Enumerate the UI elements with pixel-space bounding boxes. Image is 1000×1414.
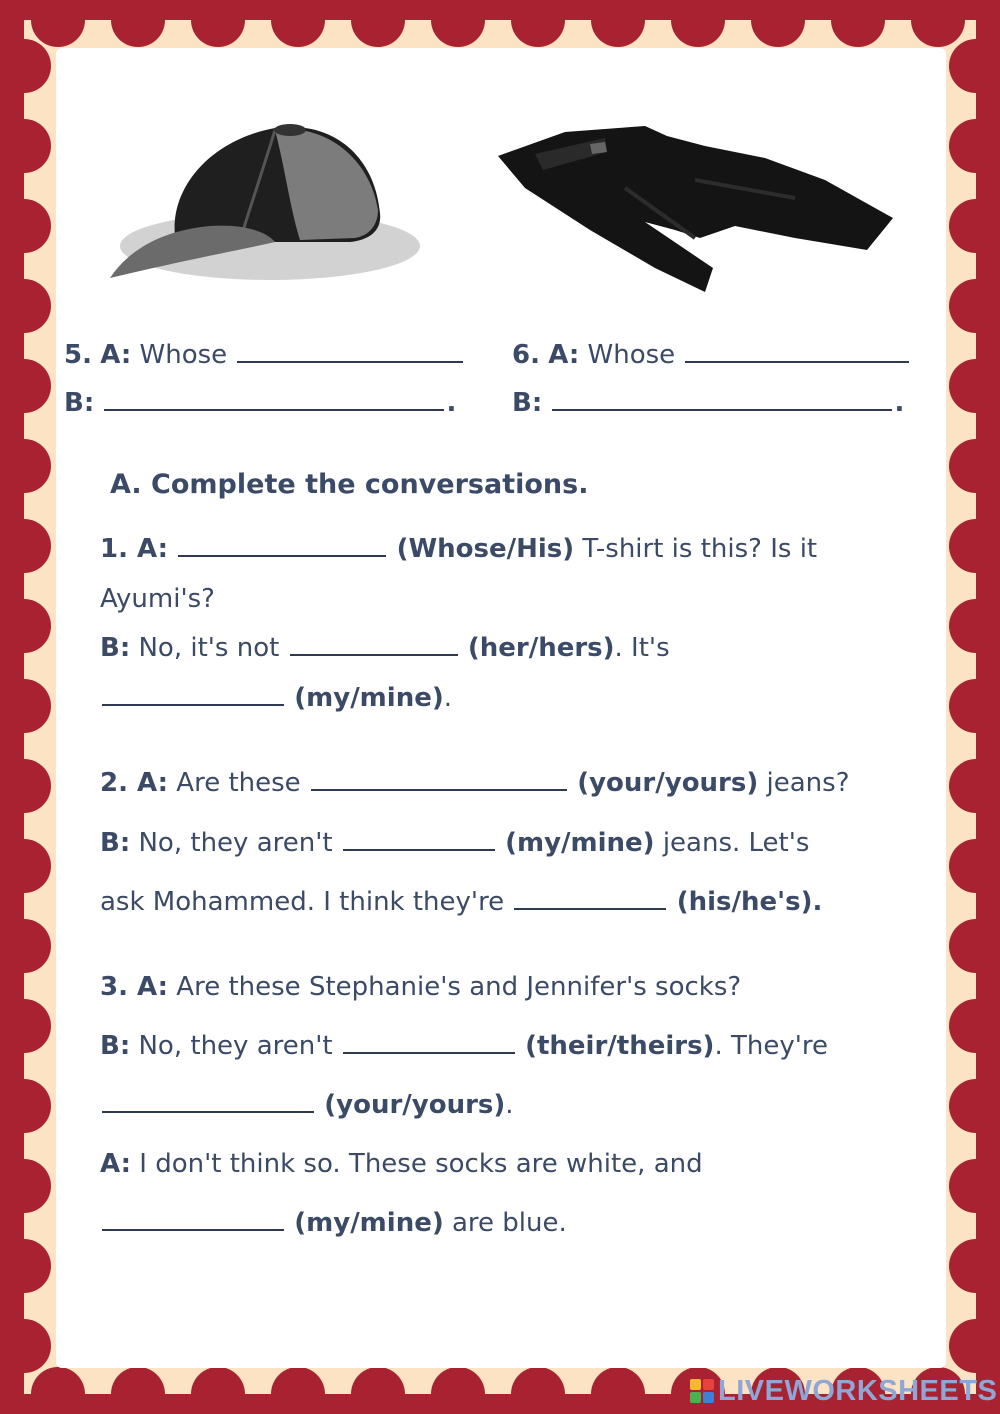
- answer-blank[interactable]: [552, 389, 892, 411]
- conv3-line3: [100, 1088, 514, 1122]
- jeans-icon: [495, 118, 900, 296]
- sentence-text: .: [505, 1090, 514, 1120]
- sentence-text: .: [443, 683, 452, 713]
- answer-blank[interactable]: [102, 1209, 284, 1231]
- sentence-text: Are these Stephanie's and Jennifer's socks?: [176, 972, 742, 1002]
- question-text: Whose: [587, 340, 676, 370]
- sentence-text: No, they aren't: [138, 1031, 333, 1061]
- conv3-line1: [100, 970, 741, 1004]
- question-5-a: [64, 338, 465, 372]
- logo-letter-l: [690, 1379, 701, 1390]
- speaker-b-label: B:: [100, 1031, 131, 1061]
- sentence-text: jeans. Let's: [662, 828, 810, 858]
- answer-blank[interactable]: [290, 634, 458, 656]
- speaker-b-label: B:: [100, 633, 131, 663]
- answer-blank[interactable]: [685, 341, 909, 363]
- hint: (his/he's).: [676, 887, 823, 917]
- hint: (Whose/His): [396, 534, 575, 564]
- sentence-text: No, it's not: [138, 633, 280, 663]
- speaker-b-label: B:: [512, 388, 543, 418]
- sentence-text: . They're: [714, 1031, 828, 1061]
- sentence-text: . It's: [614, 633, 670, 663]
- speaker-a-label: 1. A:: [100, 534, 169, 564]
- sentence-text: jeans?: [766, 768, 850, 798]
- answer-blank[interactable]: [102, 684, 284, 706]
- answer-blank[interactable]: [178, 535, 386, 557]
- conv2-line3: [100, 885, 822, 919]
- baseball-cap-icon: [100, 118, 430, 293]
- answer-blank[interactable]: [311, 769, 567, 791]
- hint: (your/yours): [577, 768, 759, 798]
- question-number: 6.: [512, 340, 540, 370]
- sentence-text: Are these: [176, 768, 301, 798]
- hint: (your/yours): [324, 1090, 506, 1120]
- speaker-b-label: B:: [64, 388, 95, 418]
- section-heading: A. Complete the conversations.: [110, 469, 589, 500]
- period: .: [894, 388, 905, 418]
- conv1-line4: [100, 681, 452, 715]
- hint: (her/hers): [467, 633, 615, 663]
- logo-letter-v: [690, 1392, 701, 1403]
- question-6-a: [512, 338, 911, 372]
- speaker-b-label: B:: [100, 828, 131, 858]
- answer-blank[interactable]: [343, 1032, 515, 1054]
- answer-blank[interactable]: [343, 829, 495, 851]
- conv3-line5: [100, 1206, 567, 1240]
- sentence-text: I don't think so. These socks are white, and: [139, 1149, 703, 1179]
- answer-blank[interactable]: [104, 389, 444, 411]
- conv1-line3: [100, 631, 670, 665]
- question-5-b: [64, 386, 456, 420]
- sentence-text: ask Mohammed. I think they're: [100, 887, 505, 917]
- sentence-text: No, they aren't: [138, 828, 333, 858]
- conv2-line2: [100, 826, 809, 860]
- logo-mark: [690, 1379, 714, 1403]
- conv1-line1: [100, 532, 817, 566]
- question-text: Whose: [139, 340, 228, 370]
- conv2-line1: [100, 766, 850, 800]
- question-number: 5.: [64, 340, 92, 370]
- sentence-text: are blue.: [451, 1208, 567, 1238]
- answer-blank[interactable]: [514, 888, 666, 910]
- period: .: [446, 388, 457, 418]
- speaker-a-label: A:: [100, 1149, 132, 1179]
- hint: (my/mine): [294, 683, 444, 713]
- hint: (my/mine): [505, 828, 655, 858]
- conv1-line2: Ayumi's?: [100, 584, 215, 614]
- conv3-line2: [100, 1029, 828, 1063]
- speaker-a-label: A:: [100, 340, 132, 370]
- hint: (their/theirs): [525, 1031, 715, 1061]
- question-6-b: [512, 386, 904, 420]
- answer-blank[interactable]: [237, 341, 463, 363]
- hint: (my/mine): [294, 1208, 444, 1238]
- logo-text: LIVEWORKSHEETS: [718, 1374, 998, 1407]
- logo-letter-e: [703, 1392, 714, 1403]
- speaker-a-label: 3. A:: [100, 972, 169, 1002]
- answer-blank[interactable]: [102, 1091, 314, 1113]
- sentence-text: T-shirt is this? Is it: [582, 534, 818, 564]
- speaker-a-label: A:: [548, 340, 580, 370]
- liveworksheets-logo: [690, 1374, 997, 1408]
- conv3-line4: [100, 1147, 703, 1181]
- speaker-a-label: 2. A:: [100, 768, 169, 798]
- logo-letter-i: [703, 1379, 714, 1390]
